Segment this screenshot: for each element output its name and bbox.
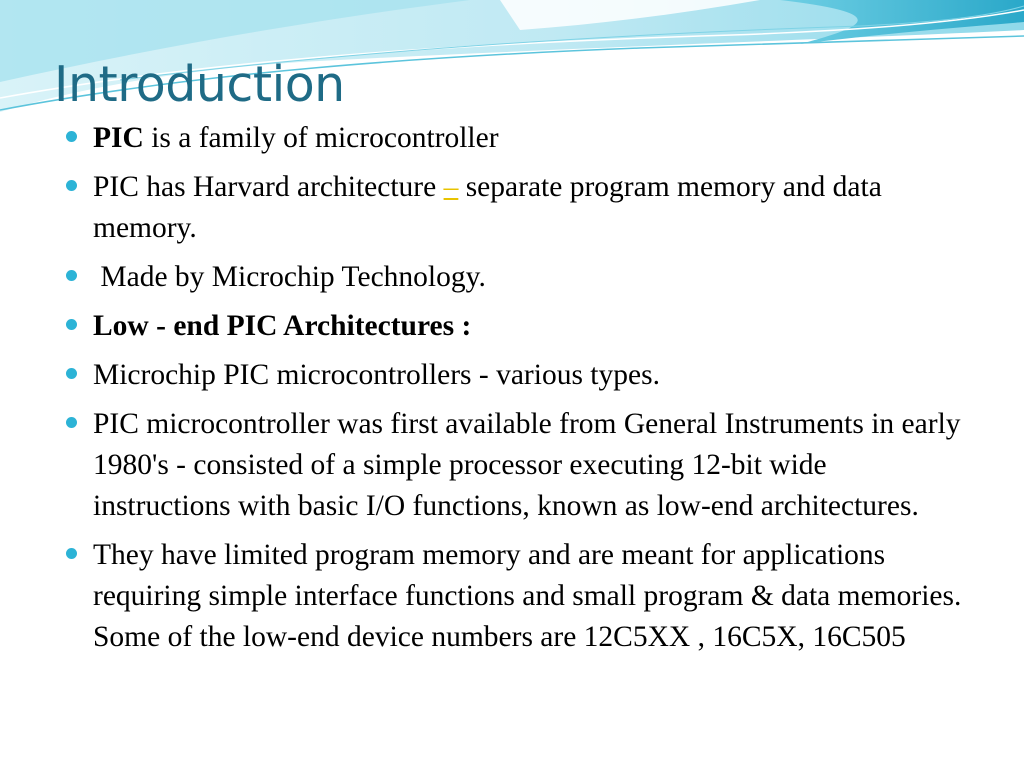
bullet-text: PIC has Harvard architecture	[93, 171, 444, 203]
bullet-text: They have limited program memory and are meant for applications requiring simple interface functions and small program & data memories. Some of the low-end device numbers are 12C5XX , 16C5X, 16C505	[93, 539, 962, 653]
bullet-icon	[66, 548, 77, 559]
bullet-bold-text: PIC	[93, 122, 144, 154]
bullet-icon	[66, 270, 77, 281]
bullet-text: Low -	[93, 310, 174, 342]
bullet-icon	[66, 180, 77, 191]
dash-link[interactable]: –	[443, 171, 459, 203]
bullet-bold-text: end PIC Architectures :	[173, 310, 472, 342]
bullet-icon	[66, 319, 77, 330]
bullet-icon	[66, 368, 77, 379]
bullet-item	[64, 306, 964, 347]
bullet-icon	[66, 131, 77, 142]
bullet-item	[64, 355, 964, 396]
bullet-list	[64, 118, 964, 666]
bullet-text: PIC microcontroller was first available from General Instruments in early 1980's - consisted of a simple processor executing 12-bit wide instructions with basic I/O functions, known as low-end architectures.	[93, 408, 961, 522]
bullet-text: separate program memory and data memory.	[93, 171, 882, 244]
bullet-item	[64, 257, 964, 298]
bullet-item	[64, 535, 964, 658]
bullet-text: Made by Microchip Technology.	[93, 261, 486, 293]
bullet-text: is a family of microcontroller	[143, 122, 499, 154]
bullet-item	[64, 167, 964, 249]
bullet-item	[64, 404, 964, 527]
bullet-text: Microchip PIC microcontrollers - various types.	[93, 359, 660, 391]
slide-title: Introduction	[54, 56, 345, 113]
bullet-icon	[66, 417, 77, 428]
bullet-item	[64, 118, 964, 159]
